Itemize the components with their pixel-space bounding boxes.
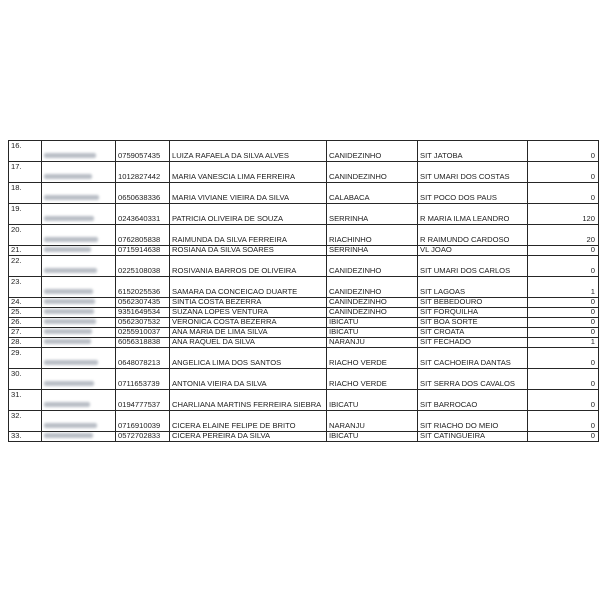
phone-number: 0650638336 (116, 183, 170, 204)
table-row (9, 348, 599, 369)
person-name: ANGELICA LIMA DOS SANTOS (170, 348, 327, 369)
address: SIT UMARI DOS COSTAS (418, 162, 528, 183)
redacted-block (44, 423, 97, 428)
address: SIT POCO DOS PAUS (418, 183, 528, 204)
row-number: 33. (9, 432, 42, 442)
row-number: 21. (9, 246, 42, 256)
amount-value: 0 (528, 318, 599, 328)
row-number: 29. (9, 348, 42, 369)
address: SIT SERRA DOS CAVALOS (418, 369, 528, 390)
row-number: 17. (9, 162, 42, 183)
redacted-block (44, 360, 98, 365)
person-name: ROSIVANIA BARROS DE OLIVEIRA (170, 256, 327, 277)
address: SIT LAGOAS (418, 277, 528, 298)
redacted-block (44, 433, 93, 438)
table-row (9, 277, 599, 298)
row-number: 23. (9, 277, 42, 298)
address: SIT RIACHO DO MEIO (418, 411, 528, 432)
locality: CANIDEZINHO (327, 141, 418, 162)
phone-number: 0243640331 (116, 204, 170, 225)
phone-number: 0715914638 (116, 246, 170, 256)
redacted-block (44, 402, 90, 407)
row-number: 19. (9, 204, 42, 225)
address: SIT FORQUILHA (418, 308, 528, 318)
row-number: 26. (9, 318, 42, 328)
amount-value: 1 (528, 277, 599, 298)
address: SIT CATINGUEIRA (418, 432, 528, 442)
redacted-id (42, 204, 116, 225)
address: R RAIMUNDO CARDOSO (418, 225, 528, 246)
amount-value: 1 (528, 338, 599, 348)
table-row (9, 432, 599, 442)
table-row (9, 204, 599, 225)
person-name: PATRICIA OLIVEIRA DE SOUZA (170, 204, 327, 225)
person-name: MARIA VANESCIA LIMA FERREIRA (170, 162, 327, 183)
redacted-block (44, 309, 94, 314)
person-name: SINTIA COSTA BEZERRA (170, 298, 327, 308)
amount-value: 0 (528, 141, 599, 162)
person-name: ANA RAQUEL DA SILVA (170, 338, 327, 348)
redacted-id (42, 141, 116, 162)
amount-value: 0 (528, 348, 599, 369)
address: SIT BEBEDOURO (418, 298, 528, 308)
locality: NARANJU (327, 411, 418, 432)
locality: NARANJU (327, 338, 418, 348)
table-row (9, 338, 599, 348)
locality: CALABACA (327, 183, 418, 204)
row-number: 30. (9, 369, 42, 390)
row-number: 20. (9, 225, 42, 246)
table-row (9, 411, 599, 432)
redacted-block (44, 339, 91, 344)
table-row (9, 369, 599, 390)
locality: CANIDEZINHO (327, 256, 418, 277)
address: SIT UMARI DOS CARLOS (418, 256, 528, 277)
table-row (9, 318, 599, 328)
amount-value: 0 (528, 411, 599, 432)
document-sheet (8, 140, 598, 456)
phone-number: 0711653739 (116, 369, 170, 390)
person-name: VERONICA COSTA BEZERRA (170, 318, 327, 328)
redacted-id (42, 256, 116, 277)
amount-value: 0 (528, 432, 599, 442)
redacted-id (42, 277, 116, 298)
redacted-id (42, 318, 116, 328)
redacted-id (42, 246, 116, 256)
row-number: 18. (9, 183, 42, 204)
locality: IBICATU (327, 390, 418, 411)
redacted-block (44, 153, 96, 158)
amount-value: 20 (528, 225, 599, 246)
person-name: SAMARA DA CONCEICAO DUARTE (170, 277, 327, 298)
table-row (9, 162, 599, 183)
row-number: 32. (9, 411, 42, 432)
records-table-body (9, 141, 599, 442)
locality: SERRINHA (327, 204, 418, 225)
locality: CANINDEZINHO (327, 308, 418, 318)
table-row (9, 183, 599, 204)
phone-number: 0648078213 (116, 348, 170, 369)
amount-value: 0 (528, 369, 599, 390)
row-number: 16. (9, 141, 42, 162)
locality: IBICATU (327, 328, 418, 338)
amount-value: 0 (528, 328, 599, 338)
phone-number: 9351649534 (116, 308, 170, 318)
redacted-id (42, 348, 116, 369)
redacted-block (44, 247, 91, 252)
phone-number: 6056318838 (116, 338, 170, 348)
row-number: 27. (9, 328, 42, 338)
redacted-block (44, 381, 94, 386)
person-name: RAIMUNDA DA SILVA FERREIRA (170, 225, 327, 246)
redacted-block (44, 289, 93, 294)
row-number: 24. (9, 298, 42, 308)
address: R MARIA ILMA LEANDRO (418, 204, 528, 225)
redacted-id (42, 308, 116, 318)
amount-value: 120 (528, 204, 599, 225)
redacted-id (42, 328, 116, 338)
redacted-id (42, 390, 116, 411)
person-name: CICERA PEREIRA DA SILVA (170, 432, 327, 442)
locality: RIACHO VERDE (327, 348, 418, 369)
redacted-block (44, 195, 99, 200)
locality: RIACHO VERDE (327, 369, 418, 390)
locality: CANIDEZINHO (327, 277, 418, 298)
table-row (9, 225, 599, 246)
redacted-id (42, 338, 116, 348)
redacted-block (44, 237, 98, 242)
redacted-id (42, 162, 116, 183)
redacted-block (44, 299, 95, 304)
locality: IBICATU (327, 432, 418, 442)
locality: CANINDEZINHO (327, 162, 418, 183)
row-number: 31. (9, 390, 42, 411)
address: SIT BOA SORTE (418, 318, 528, 328)
records-table (8, 140, 599, 442)
redacted-id (42, 298, 116, 308)
address: SIT CROATA (418, 328, 528, 338)
redacted-block (44, 216, 94, 221)
table-row (9, 256, 599, 277)
phone-number: 0716910039 (116, 411, 170, 432)
locality: CANINDEZINHO (327, 298, 418, 308)
amount-value: 0 (528, 390, 599, 411)
redacted-block (44, 268, 97, 273)
redacted-id (42, 183, 116, 204)
table-row (9, 141, 599, 162)
amount-value: 0 (528, 246, 599, 256)
table-row (9, 328, 599, 338)
person-name: LUIZA RAFAELA DA SILVA ALVES (170, 141, 327, 162)
phone-number: 0562307435 (116, 298, 170, 308)
phone-number: 0562307532 (116, 318, 170, 328)
phone-number: 0255910037 (116, 328, 170, 338)
row-number: 25. (9, 308, 42, 318)
redacted-id (42, 432, 116, 442)
phone-number: 0759057435 (116, 141, 170, 162)
address: VL JOAO (418, 246, 528, 256)
phone-number: 0225108038 (116, 256, 170, 277)
phone-number: 6152025536 (116, 277, 170, 298)
table-row (9, 308, 599, 318)
locality: SERRINHA (327, 246, 418, 256)
phone-number: 1012827442 (116, 162, 170, 183)
table-row (9, 246, 599, 256)
redacted-id (42, 225, 116, 246)
table-row (9, 390, 599, 411)
address: SIT FECHADO (418, 338, 528, 348)
phone-number: 0572702833 (116, 432, 170, 442)
redacted-block (44, 174, 92, 179)
phone-number: 0194777537 (116, 390, 170, 411)
amount-value: 0 (528, 162, 599, 183)
person-name: CICERA ELAINE FELIPE DE BRITO (170, 411, 327, 432)
person-name: CHARLIANA MARTINS FERREIRA SIEBRA (170, 390, 327, 411)
locality: IBICATU (327, 318, 418, 328)
address: SIT JATOBA (418, 141, 528, 162)
person-name: MARIA VIVIANE VIEIRA DA SILVA (170, 183, 327, 204)
person-name: SUZANA LOPES VENTURA (170, 308, 327, 318)
redacted-block (44, 329, 92, 334)
table-row (9, 298, 599, 308)
person-name: ANTONIA VIEIRA DA SILVA (170, 369, 327, 390)
redacted-id (42, 369, 116, 390)
amount-value: 0 (528, 256, 599, 277)
address: SIT BARROCAO (418, 390, 528, 411)
row-number: 22. (9, 256, 42, 277)
row-number: 28. (9, 338, 42, 348)
locality: RIACHINHO (327, 225, 418, 246)
person-name: ANA MARIA DE LIMA SILVA (170, 328, 327, 338)
person-name: ROSIANA DA SILVA SOARES (170, 246, 327, 256)
redacted-id (42, 411, 116, 432)
address: SIT CACHOEIRA DANTAS (418, 348, 528, 369)
redacted-block (44, 319, 96, 324)
amount-value: 0 (528, 183, 599, 204)
amount-value: 0 (528, 308, 599, 318)
phone-number: 0762805838 (116, 225, 170, 246)
amount-value: 0 (528, 298, 599, 308)
